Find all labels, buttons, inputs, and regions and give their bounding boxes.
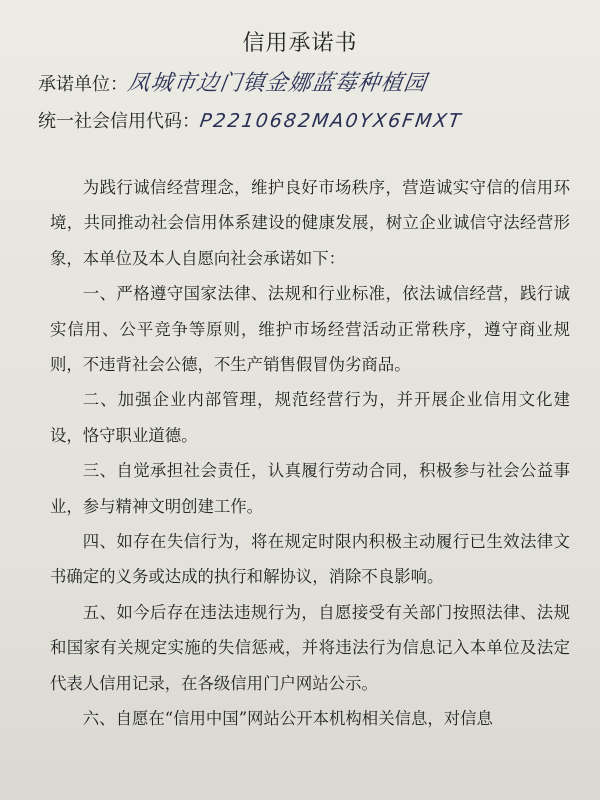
committing-unit-label: 承诺单位： [38, 74, 128, 95]
committing-unit-handwritten-value: 凤城市边门镇金娜蓝莓种植园 [125, 71, 429, 96]
document-title: 信用承诺书 [242, 31, 358, 56]
intro-paragraph: 为践行诚信经营理念，维护良好市场秩序，营造诚实守信的信用环境，共同推动社会信用体系建设的健康发展，树立企业诚信守法经营形象，本单位及本人自愿向社会承诺如下： [50, 178, 570, 268]
commitment-clause-1: 一、严格遵守国家法律、法规和行业标准，依法诚信经营，践行诚实信用、公平竞争等原则，维护市场经营活动正常秩序，遵守商业规则，不违背社会公德，不生产销售假冒伪劣商品。 [50, 284, 570, 375]
commitment-body [50, 170, 570, 737]
commitment-clause-6: 六、自愿在“信用中国”网站公开本机构相关信息，对信息 [82, 709, 493, 729]
commitment-clause-4: 四、如存在失信行为，将在规定时限内积极主动履行已生效法律文书确定的义务或达成的执行和解协议，消除不良影响。 [50, 532, 570, 587]
credit-code-row [38, 107, 462, 133]
commitment-clause-5: 五、如今后存在违法违规行为，自愿接受有关部门按照法律、法规和国家有关规定实施的失信惩戒，并将违法行为信息记入本单位及法定代表人信用记录，在各级信用门户网站公示。 [50, 602, 570, 693]
credit-code-label: 统一社会信用代码： [38, 111, 200, 132]
commitment-clause-2: 二、加强企业内部管理，规范经营行为，并开展企业信用文化建设，恪守职业道德。 [50, 390, 570, 445]
commitment-clause-3: 三、自觉承担社会责任，认真履行劳动合同，积极参与社会公益事业，参与精神文明创建工作。 [50, 461, 570, 516]
committing-unit-row [38, 66, 427, 97]
credit-code-handwritten-value: P2210682MA0YX6FMXT [198, 110, 464, 132]
